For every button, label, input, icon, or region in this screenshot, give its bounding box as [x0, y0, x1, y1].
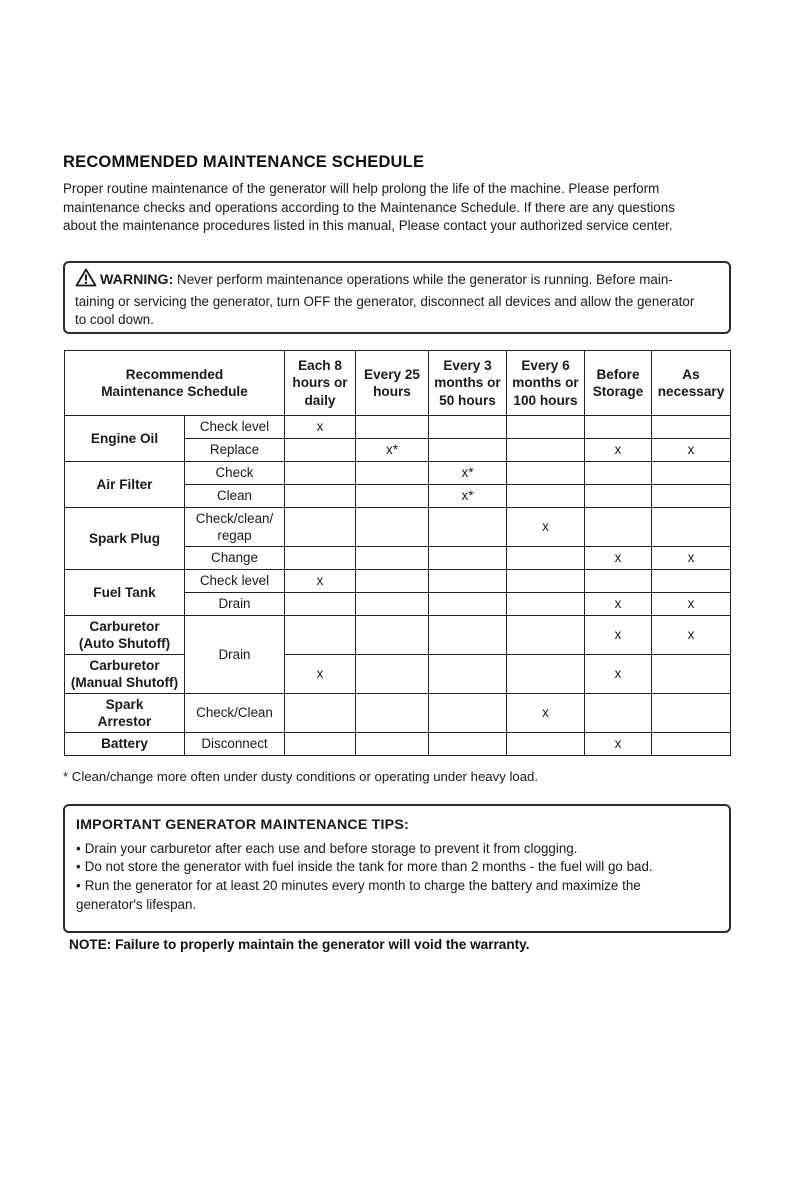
mark-cell — [585, 570, 652, 593]
mark-cell — [507, 416, 585, 439]
mark-cell: x — [285, 655, 356, 694]
mark-cell — [652, 508, 731, 547]
component-spark-arrestor: Spark Arrestor — [65, 694, 185, 733]
task-cell: Check level — [185, 570, 285, 593]
mark-cell — [356, 616, 429, 655]
list-item: • Do not store the generator with fuel inside the tank for more than 2 months - the fuel will go bad. — [76, 859, 653, 875]
mark-cell — [285, 733, 356, 756]
mark-cell — [429, 439, 507, 462]
task-cell: Drain — [185, 593, 285, 616]
table-row — [65, 616, 731, 655]
table-row — [65, 570, 731, 593]
task-cell: Change — [185, 547, 285, 570]
mark-cell: x — [652, 616, 731, 655]
table-row — [65, 416, 731, 439]
table-row — [65, 694, 731, 733]
warranty-note: NOTE: Failure to properly maintain the generator will void the warranty. — [69, 937, 530, 952]
task-cell: Check — [185, 462, 285, 485]
component-engine-oil: Engine Oil — [65, 416, 185, 462]
mark-cell — [356, 485, 429, 508]
mark-cell: x* — [429, 485, 507, 508]
mark-cell: x — [507, 508, 585, 547]
mark-cell — [356, 462, 429, 485]
warning-label: WARNING: — [100, 272, 174, 288]
mark-cell — [356, 570, 429, 593]
mark-cell — [356, 733, 429, 756]
mark-cell — [652, 485, 731, 508]
header-before-storage: Before Storage — [585, 351, 652, 416]
mark-cell — [585, 485, 652, 508]
mark-cell — [285, 547, 356, 570]
component-battery: Battery — [65, 733, 185, 756]
mark-cell — [429, 733, 507, 756]
task-cell: Check level — [185, 416, 285, 439]
mark-cell — [507, 733, 585, 756]
mark-cell — [507, 439, 585, 462]
table-header-row — [65, 351, 731, 416]
table-row — [65, 508, 731, 547]
mark-cell — [356, 508, 429, 547]
intro-paragraph — [63, 180, 731, 236]
mark-cell — [507, 485, 585, 508]
warning-triangle-icon — [75, 268, 97, 293]
mark-cell: x* — [429, 462, 507, 485]
list-item: • Run the generator for at least 20 minutes every month to charge the battery and maximize the generator's lifespan. — [76, 878, 641, 912]
mark-cell — [429, 547, 507, 570]
table-row — [65, 462, 731, 485]
task-cell: Clean — [185, 485, 285, 508]
mark-cell: x — [585, 733, 652, 756]
component-spark-plug: Spark Plug — [65, 508, 185, 570]
mark-cell — [652, 462, 731, 485]
mark-cell — [652, 655, 731, 694]
mark-cell — [285, 616, 356, 655]
mark-cell — [585, 462, 652, 485]
mark-cell — [356, 547, 429, 570]
mark-cell — [356, 655, 429, 694]
mark-cell: x — [652, 439, 731, 462]
mark-cell — [585, 416, 652, 439]
page-title: RECOMMENDED MAINTENANCE SCHEDULE — [63, 153, 425, 171]
mark-cell — [356, 593, 429, 616]
mark-cell — [507, 655, 585, 694]
task-cell: Drain — [185, 616, 285, 694]
mark-cell — [507, 570, 585, 593]
table-row — [65, 655, 731, 694]
mark-cell: x — [585, 616, 652, 655]
mark-cell — [429, 508, 507, 547]
header-each-8-hours: Each 8 hours or daily — [285, 351, 356, 416]
mark-cell — [356, 694, 429, 733]
tips-title: IMPORTANT GENERATOR MAINTENANCE TIPS: — [76, 817, 409, 833]
header-every-25-hours: Every 25 hours — [356, 351, 429, 416]
mark-cell — [429, 593, 507, 616]
list-item: • Drain your carburetor after each use and before storage to prevent it from clogging. — [76, 840, 578, 856]
header-every-3-months: Every 3 months or 50 hours — [429, 351, 507, 416]
mark-cell — [429, 616, 507, 655]
maintenance-tips-box — [63, 804, 731, 933]
warning-text: Never perform maintenance operations while the generator is running. Before main- — [177, 272, 673, 287]
mark-cell — [285, 439, 356, 462]
warning-text: taining or servicing the generator, turn OFF the generator, disconnect all devices and allow the generator — [75, 293, 695, 309]
table-row — [65, 733, 731, 756]
table-footnote: * Clean/change more often under dusty conditions or operating under heavy load. — [63, 769, 539, 784]
mark-cell — [429, 570, 507, 593]
mark-cell — [285, 462, 356, 485]
mark-cell: x — [585, 439, 652, 462]
intro-line: maintenance checks and operations according to the Maintenance Schedule. If there are any questions — [63, 199, 675, 215]
mark-cell — [285, 694, 356, 733]
header-every-6-months: Every 6 months or 100 hours — [507, 351, 585, 416]
mark-cell — [585, 508, 652, 547]
mark-cell: x — [585, 547, 652, 570]
task-cell: Disconnect — [185, 733, 285, 756]
mark-cell: x* — [356, 439, 429, 462]
mark-cell — [507, 616, 585, 655]
maintenance-schedule-table — [64, 350, 731, 756]
task-cell: Check/clean/ regap — [185, 508, 285, 547]
task-cell: Check/Clean — [185, 694, 285, 733]
component-carburetor-auto: Carburetor (Auto Shutoff) — [65, 616, 185, 655]
mark-cell — [356, 416, 429, 439]
task-cell: Replace — [185, 439, 285, 462]
intro-line: about the maintenance procedures listed in this manual, Please contact your authorized service center. — [63, 218, 673, 233]
mark-cell: x — [652, 593, 731, 616]
mark-cell — [429, 416, 507, 439]
header-schedule: Recommended Maintenance Schedule — [65, 351, 285, 416]
mark-cell — [429, 655, 507, 694]
mark-cell — [652, 733, 731, 756]
mark-cell: x — [285, 570, 356, 593]
mark-cell — [652, 570, 731, 593]
mark-cell: x — [652, 547, 731, 570]
warning-text: to cool down. — [75, 312, 154, 327]
mark-cell — [285, 593, 356, 616]
mark-cell — [429, 694, 507, 733]
mark-cell — [285, 485, 356, 508]
mark-cell — [652, 694, 731, 733]
mark-cell — [507, 547, 585, 570]
mark-cell — [507, 462, 585, 485]
header-as-necessary: As necessary — [652, 351, 731, 416]
mark-cell: x — [285, 416, 356, 439]
mark-cell — [285, 508, 356, 547]
warning-box — [63, 261, 731, 334]
mark-cell — [585, 694, 652, 733]
intro-line: Proper routine maintenance of the generator will help prolong the life of the machine. Please perform — [63, 181, 660, 196]
component-carburetor-manual: Carburetor (Manual Shutoff) — [65, 655, 185, 694]
component-fuel-tank: Fuel Tank — [65, 570, 185, 616]
tips-list — [74, 840, 720, 915]
mark-cell: x — [507, 694, 585, 733]
mark-cell: x — [585, 655, 652, 694]
mark-cell — [507, 593, 585, 616]
mark-cell: x — [585, 593, 652, 616]
mark-cell — [652, 416, 731, 439]
component-air-filter: Air Filter — [65, 462, 185, 508]
